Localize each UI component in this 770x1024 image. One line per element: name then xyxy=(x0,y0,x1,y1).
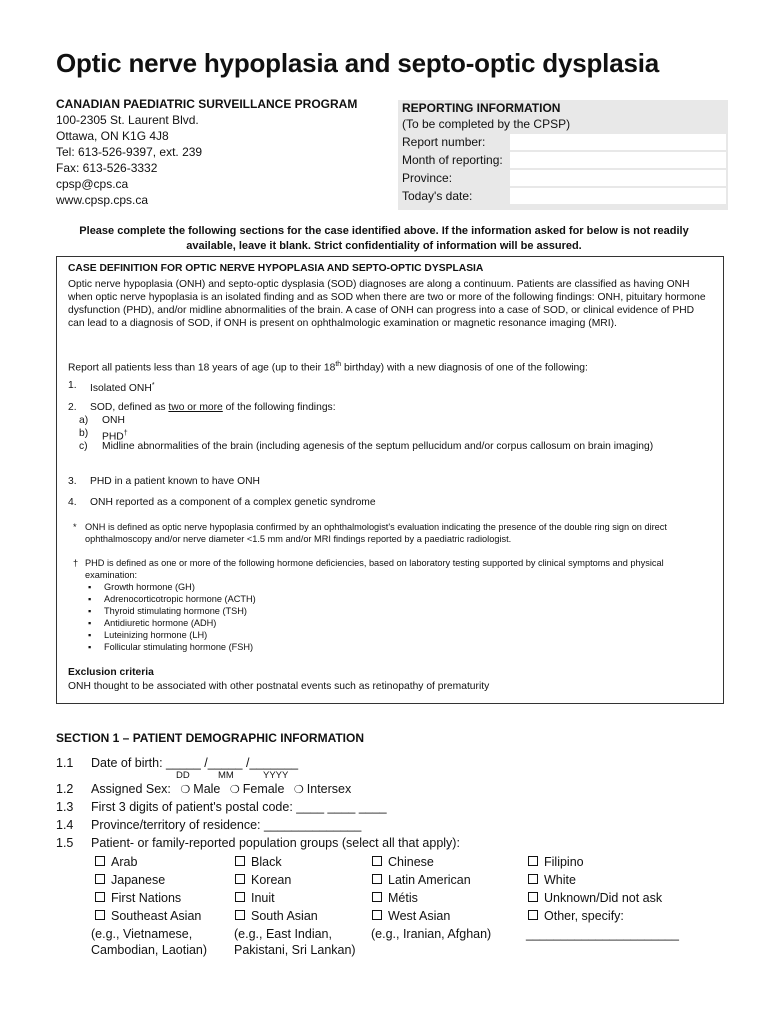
checkbox-icon[interactable] xyxy=(235,892,245,902)
checkbox-icon[interactable] xyxy=(95,910,105,920)
q12-row xyxy=(91,782,351,796)
checkbox-icon[interactable] xyxy=(528,874,538,884)
west-asian-note: (e.g., Iranian, Afghan) xyxy=(371,927,492,941)
item-2a-letter: a) xyxy=(79,415,89,426)
option-west-asian[interactable] xyxy=(372,908,450,925)
south-asian-note-2: Pakistani, Sri Lankan) xyxy=(234,943,356,957)
checkbox-icon[interactable] xyxy=(235,910,245,920)
item-1-text: Isolated ONH xyxy=(90,383,152,395)
checkbox-icon[interactable] xyxy=(528,892,538,902)
org-email[interactable]: cpsp@cps.ca xyxy=(56,177,129,191)
month-field[interactable] xyxy=(510,152,726,168)
report-number-label: Report number: xyxy=(402,135,486,149)
mm-label: MM xyxy=(218,770,234,781)
option-label: Inuit xyxy=(251,891,275,905)
item-2-underline: two or more xyxy=(168,402,223,413)
item-4-num: 4. xyxy=(68,497,77,508)
hormone-item xyxy=(68,593,708,605)
option-label: White xyxy=(544,873,576,887)
q15-num: 1.5 xyxy=(56,836,74,850)
option-korean[interactable] xyxy=(235,872,291,889)
bullet-icon: ▪ xyxy=(88,582,92,592)
female-label[interactable]: Female xyxy=(242,782,285,796)
checkbox-icon[interactable] xyxy=(372,874,382,884)
item-2c-letter: c) xyxy=(79,441,88,452)
hormone-item xyxy=(68,629,708,641)
hormone-item xyxy=(68,617,708,629)
bullet-icon: ▪ xyxy=(88,642,92,652)
hormone-acth: Adrenocorticotropic hormone (ACTH) xyxy=(104,594,256,604)
report-line xyxy=(68,358,708,374)
checkbox-icon[interactable] xyxy=(235,874,245,884)
item-1-sup: * xyxy=(151,382,155,389)
reporting-subtitle: (To be completed by the CPSP) xyxy=(402,117,571,131)
checkbox-icon[interactable] xyxy=(372,892,382,902)
item-2b-letter: b) xyxy=(79,428,89,439)
option-label: West Asian xyxy=(388,909,451,923)
org-tel: Tel: 613-526-9397, ext. 239 xyxy=(56,145,203,159)
item-3-text: PHD in a patient known to have ONH xyxy=(90,476,260,487)
option-label: Arab xyxy=(111,855,138,869)
male-radio-icon[interactable]: ❍ xyxy=(180,784,191,796)
item-2c-text: Midline abnormalities of the brain (including agenesis of the septum pellucidum and/or corpus callosum on brain imaging) xyxy=(102,441,654,452)
report-number-field[interactable] xyxy=(510,134,726,150)
q13-num: 1.3 xyxy=(56,800,74,814)
bullet-icon: ▪ xyxy=(88,606,92,616)
sex-label: Assigned Sex: xyxy=(91,782,171,796)
hormone-fsh: Follicular stimulating hormone (FSH) xyxy=(104,642,254,652)
item-2-text-b: of the following findings: xyxy=(222,402,336,413)
checkbox-icon[interactable] xyxy=(528,856,538,866)
option-label: Southeast Asian xyxy=(111,909,202,923)
org-web[interactable]: www.cpsp.cps.ca xyxy=(56,193,149,207)
province-field[interactable] xyxy=(510,170,726,186)
checkbox-icon[interactable] xyxy=(95,874,105,884)
org-name: CANADIAN PAEDIATRIC SURVEILLANCE PROGRAM xyxy=(56,97,358,111)
month-label: Month of reporting: xyxy=(402,153,503,167)
item-2-text-a: SOD, defined as xyxy=(90,402,169,413)
option-japanese[interactable] xyxy=(95,872,165,889)
option-label: Unknown/Did not ask xyxy=(544,891,663,905)
option-label: Métis xyxy=(388,891,418,905)
hormone-adh: Antidiuretic hormone (ADH) xyxy=(104,618,217,628)
bullet-icon: ▪ xyxy=(88,618,92,628)
section1-title: SECTION 1 – PATIENT DEMOGRAPHIC INFORMATION xyxy=(56,731,365,745)
report-line-b: birthday) with a new diagnosis of one of the following: xyxy=(341,362,588,374)
option-other[interactable] xyxy=(528,908,624,925)
province-row xyxy=(402,170,724,186)
date-label: Today's date: xyxy=(402,189,473,203)
report-line-sup: th xyxy=(335,361,342,368)
option-inuit[interactable] xyxy=(235,890,275,907)
option-label: Black xyxy=(251,855,282,869)
option-label: South Asian xyxy=(251,909,318,923)
reporting-title: REPORTING INFORMATION xyxy=(402,101,561,115)
option-unknown[interactable] xyxy=(528,890,662,907)
footnote-onh-mark: * xyxy=(73,522,77,532)
province-label: Province: xyxy=(402,171,453,185)
intro-text: Please complete the following sections for the case identified above. If the information asked for below is not readily available, leave it blank. Strict confidentiality of information will be assured. xyxy=(79,225,689,252)
option-black[interactable] xyxy=(235,854,282,871)
southeast-asian-note-1: (e.g., Vietnamese, xyxy=(91,927,193,941)
option-first-nations[interactable] xyxy=(95,890,181,907)
q14-num: 1.4 xyxy=(56,818,74,832)
item-4 xyxy=(68,496,708,509)
hormone-list xyxy=(68,581,708,653)
south-asian-note-1: (e.g., East Indian, xyxy=(234,927,332,941)
yyyy-label: YYYY xyxy=(263,770,289,781)
dob-field[interactable]: Date of birth: _____ /_____ /_______ xyxy=(91,756,299,770)
hormone-lh: Luteinizing hormone (LH) xyxy=(104,630,208,640)
option-label: Japanese xyxy=(111,873,166,887)
postal-code-field[interactable]: First 3 digits of patient's postal code: ____ ____ ____ xyxy=(91,800,387,814)
org-address2: Ottawa, ON K1G 4J8 xyxy=(56,129,169,143)
option-metis[interactable] xyxy=(372,890,418,907)
checkbox-icon[interactable] xyxy=(235,856,245,866)
item-3-num: 3. xyxy=(68,476,77,487)
report-number-row xyxy=(402,134,724,150)
intersex-radio-icon[interactable]: ❍ xyxy=(293,784,304,796)
item-2b-sup: † xyxy=(123,430,128,437)
item-1-num: 1. xyxy=(68,380,77,391)
item-1 xyxy=(68,379,708,395)
date-field[interactable] xyxy=(510,188,726,204)
org-info xyxy=(56,96,357,208)
month-row xyxy=(402,152,724,168)
checkbox-icon[interactable] xyxy=(372,856,382,866)
option-filipino[interactable] xyxy=(528,854,584,871)
option-label: Other, specify: xyxy=(544,909,624,923)
page-title: Optic nerve hypoplasia and septo-optic dysplasia xyxy=(56,48,659,78)
exclusion-title: Exclusion criteria xyxy=(68,667,154,678)
intersex-label[interactable]: Intersex xyxy=(306,782,352,796)
option-latin-american[interactable] xyxy=(372,872,471,889)
hormone-gh: Growth hormone (GH) xyxy=(104,582,195,592)
case-title: CASE DEFINITION FOR OPTIC NERVE HYPOPLASIA AND SEPTO-OPTIC DYSPLASIA xyxy=(68,263,484,274)
footnote-onh-text: ONH is defined as optic nerve hypoplasia confirmed by an ophthalmologist's evaluation indicating the presence of the double ring sign on direct ophthalmoscopy and/or nerve diameter <1.5 mm and/or MRI findings reported by a paediatric radiologist. xyxy=(85,522,667,544)
org-fax: Fax: 613-526-3332 xyxy=(56,161,158,175)
date-row xyxy=(402,188,724,204)
hormone-tsh: Thyroid stimulating hormone (TSH) xyxy=(104,606,247,616)
case-definition-box xyxy=(56,256,724,704)
option-white[interactable] xyxy=(528,872,576,889)
bullet-icon: ▪ xyxy=(88,630,92,640)
option-chinese[interactable] xyxy=(372,854,434,871)
footnote-phd-text: PHD is defined as one or more of the following hormone deficiencies, based on laboratory testing supported by clinical symptoms and physical examination: xyxy=(85,558,664,580)
item-2a-text: ONH xyxy=(102,415,125,426)
option-southeast-asian[interactable] xyxy=(95,908,201,925)
dd-label: DD xyxy=(176,770,190,781)
hormone-item xyxy=(68,641,708,653)
item-2-num: 2. xyxy=(68,402,77,413)
other-specify-field[interactable]: ______________________ xyxy=(526,927,679,941)
checkbox-icon[interactable] xyxy=(528,910,538,920)
report-line-a: Report all patients less than 18 years of age (up to their 18 xyxy=(68,362,336,374)
bullet-icon: ▪ xyxy=(88,594,92,604)
option-label: Filipino xyxy=(544,855,584,869)
q12-num: 1.2 xyxy=(56,782,74,796)
hormone-item xyxy=(68,581,708,593)
option-label: Korean xyxy=(251,873,292,887)
item-2b-text: PHD xyxy=(102,431,124,443)
item-3 xyxy=(68,475,708,488)
option-label: Chinese xyxy=(388,855,434,869)
option-label: Latin American xyxy=(388,873,471,887)
item-2 xyxy=(68,401,708,414)
southeast-asian-note-2: Cambodian, Laotian) xyxy=(91,943,208,957)
province-residence-field[interactable]: Province/territory of residence: ______________ xyxy=(91,818,362,832)
reporting-info-box xyxy=(398,100,728,210)
option-south-asian[interactable] xyxy=(235,908,318,925)
male-label[interactable]: Male xyxy=(193,782,221,796)
q15-text: Patient- or family-reported population groups (select all that apply): xyxy=(91,836,460,850)
option-label: First Nations xyxy=(111,891,182,905)
q11-num: 1.1 xyxy=(56,756,74,770)
option-arab[interactable] xyxy=(95,854,137,871)
item-4-text: ONH reported as a component of a complex genetic syndrome xyxy=(90,497,376,508)
exclusion-text: ONH thought to be associated with other postnatal events such as retinopathy of prematurity xyxy=(68,681,490,692)
checkbox-icon[interactable] xyxy=(95,856,105,866)
female-radio-icon[interactable]: ❍ xyxy=(229,784,240,796)
checkbox-icon[interactable] xyxy=(95,892,105,902)
org-address1: 100-2305 St. Laurent Blvd. xyxy=(56,113,199,127)
checkbox-icon[interactable] xyxy=(372,910,382,920)
footnote-phd-mark: † xyxy=(73,558,79,568)
hormone-item xyxy=(68,605,708,617)
case-paragraph: Optic nerve hypoplasia (ONH) and septo-optic dysplasia (SOD) diagnoses are along a continuum. Patients are classified as having ONH when optic nerve hypoplasia is an isolated finding and as SOD when there are two or more of the following findings: ONH, pituitary hormone dysfunction (PHD), and/or midline abnormalities of the brain. A case of ONH can progress into a case of SOD, or clinical evidence of PHD can lead to a diagnosis of SOD, if ONH is present on ophthalmologic examination or magnetic resonance imaging (MRI). xyxy=(68,279,706,329)
